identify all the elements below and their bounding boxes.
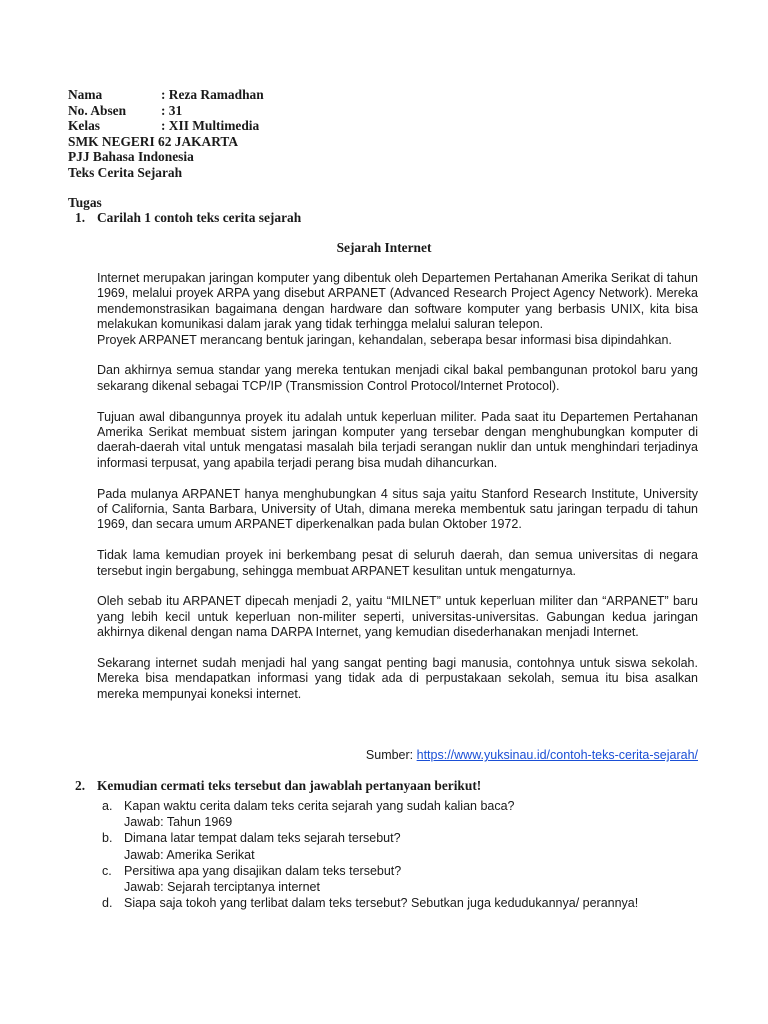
question-letter: a. (102, 799, 113, 813)
topic-name: Teks Cerita Sejarah (68, 164, 183, 180)
paragraph-8: Sekarang internet sudah menjadi hal yang sangat penting bagi manusia, contohnya untuk siswa sekolah. Mereka bisa mendapatkan informasi yang tidak ada di perpustakaan sekolah, semua itu bisa asalkan mereka mempunyai koneksi internet. (97, 656, 698, 701)
paragraph-1: Internet merupakan jaringan komputer yang dibentuk oleh Departemen Pertahanan Amerika Serikat di tahun 1969, melalui proyek ARPA yang disebut ARPANET (Advanced Research Project Agency Network). Mereka mendemonstrasikan bagaimana dengan hardware dan software komputer yang berbasis UNIX, kita bisa melakukan komunikasi dalam jarak yang tidak terhingga melalui saluran telepon. (97, 271, 698, 332)
question-item (102, 863, 638, 895)
name-value: : Reza Ramadhan (161, 87, 264, 102)
absen-label: No. Absen (68, 102, 127, 118)
question-letter: c. (102, 863, 112, 878)
task-1-number: 1. (75, 210, 86, 225)
question-text: Siapa saja tokoh yang terlibat dalam teks tersebut? Sebutkan juga kedudukannya/ perannya! (124, 896, 639, 911)
answer-text: Jawab: Tahun 1969 (124, 815, 233, 830)
source-line (366, 748, 698, 763)
subject-name: PJJ Bahasa Indonesia (68, 149, 194, 164)
question-text: Kapan waktu cerita dalam teks cerita sejarah yang sudah kalian baca? (124, 799, 515, 813)
question-letter: b. (102, 831, 113, 846)
question-text: Dimana latar tempat dalam teks sejarah tersebut? (124, 831, 401, 846)
question-list (102, 798, 638, 911)
class-value: : XII Multimedia (161, 118, 260, 133)
paragraph-7: Oleh sebab itu ARPANET dipecah menjadi 2, yaitu “MILNET” untuk keperluan militer dan “ARPANET” baru yang lebih kecil untuk keperluan non-militer seperti, universitas-universitas. Gabungan kedua jaringan akhirnya dikenal dengan nama DARPA Internet, yang kemudian disederhanakan menjadi Internet. (97, 594, 698, 640)
question-item (102, 895, 638, 911)
paragraph-2: Proyek ARPANET merancang bentuk jaringan, kehandalan, seberapa besar informasi bisa dipindahkan. (97, 332, 672, 347)
name-row (68, 87, 264, 103)
article-title: Sejarah Internet (336, 240, 432, 255)
task-2 (75, 778, 481, 793)
task-2-number: 2. (75, 778, 86, 793)
class-label: Kelas (68, 118, 100, 133)
task-heading: Tugas (68, 195, 102, 210)
paragraph-3: Dan akhirnya semua standar yang mereka tentukan menjadi cikal bakal pembangunan protokol baru yang sekarang dikenal sebagai TCP/IP (Transmission Control Protocol/Internet Protocol). (97, 363, 698, 393)
paragraph-4: Tujuan awal dibangunnya proyek itu adalah untuk keperluan militer. Pada saat itu Departemen Pertahanan Amerika Serikat membuat sistem jaringan komputer yang tersebar dengan menghubungkan komputer di daerah-daerah vital untuk mengatasi masalah bila terjadi serangan nuklir dan untuk menghindari terjadinya informasi terpusat, yang apabila terjadi perang bisa mudah dihancurkan. (97, 409, 698, 470)
absen-row (68, 103, 264, 119)
question-text: Persitiwa apa yang disajikan dalam teks tersebut? (124, 863, 402, 878)
question-item (102, 798, 638, 830)
task-2-text: Kemudian cermati teks tersebut dan jawablah pertanyaan berikut! (97, 778, 482, 793)
student-header (68, 87, 264, 180)
name-label: Nama (68, 87, 103, 102)
question-item (102, 830, 638, 862)
answer-text: Jawab: Sejarah terciptanya internet (124, 880, 320, 895)
absen-value: : 31 (161, 102, 183, 118)
class-row (68, 118, 264, 134)
paragraph-5: Pada mulanya ARPANET hanya menghubungkan 4 situs saja yaitu Stanford Research Institute, University of California, Santa Barbara, University of Utah, dimana mereka membentuk satu jaringan terpadu di tahun 1969, dan secara umum ARPANET diperkenalkan pada bulan Oktober 1972. (97, 486, 698, 532)
source-label: Sumber: (365, 748, 417, 762)
task-1-text: Carilah 1 contoh teks cerita sejarah (97, 210, 302, 225)
paragraph-6: Tidak lama kemudian proyek ini berkembang pesat di seluruh daerah, dan semua universitas di negara tersebut ingin bergabung, sehingga membuat ARPANET kesulitan untuk mengaturnya. (97, 548, 698, 578)
answer-text: Jawab: Amerika Serikat (124, 847, 255, 862)
source-link[interactable]: https://www.yuksinau.id/contoh-teks-cerita-sejarah/ (416, 748, 698, 762)
article-body (97, 271, 698, 718)
question-letter: d. (102, 896, 113, 911)
task-1 (75, 210, 301, 225)
school-name: SMK NEGERI 62 JAKARTA (68, 133, 239, 149)
